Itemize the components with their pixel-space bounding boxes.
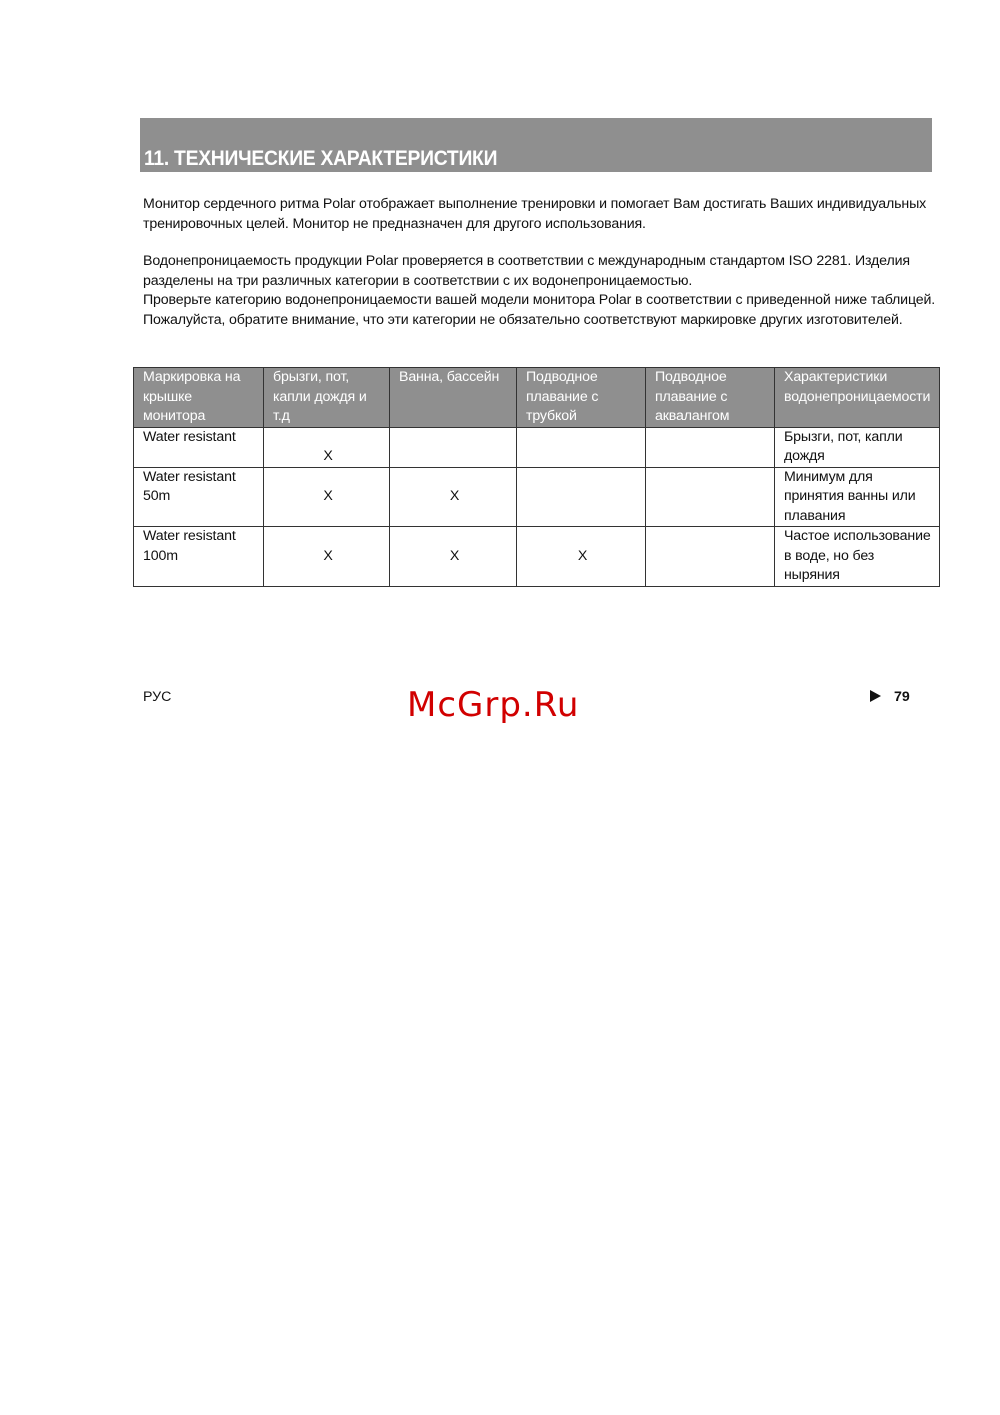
cell-bath — [390, 427, 517, 467]
cell-snorkel: X — [517, 527, 646, 587]
marking-line2: 100m — [143, 547, 178, 564]
cell-scuba — [646, 427, 775, 467]
cell-scuba — [646, 467, 775, 527]
cell-characteristic: Брызги, пот, капли дождя — [775, 427, 940, 467]
page-number: 79 — [894, 689, 910, 705]
cell-snorkel — [517, 467, 646, 527]
footer-language: РУС — [143, 689, 172, 705]
header-marking: Маркировка на крышке монитора — [134, 368, 264, 428]
table-row — [134, 467, 940, 527]
cell-characteristic: Частое использование в воде, но без ныряния — [775, 527, 940, 587]
water-resistance-table — [133, 367, 940, 587]
cell-bath: X — [390, 467, 517, 527]
check-category-paragraph: Проверьте категорию водонепроницаемости вашей модели монитора Polar в соответствии с приведенной ниже таблицей. Пожалуйста, обратите внимание, что эти категории не обязательно соответствуют маркировке других изготовителей. — [143, 292, 936, 328]
cell-marking — [134, 427, 264, 467]
table-row — [134, 527, 940, 587]
table-header-row — [134, 368, 940, 428]
cell-bath: X — [390, 527, 517, 587]
section-header — [140, 118, 932, 172]
cell-characteristic: Минимум для принятия ванны или плавания — [775, 467, 940, 527]
water-resistance-paragraph: Водонепроницаемость продукции Polar проверяется в соответствии с международным стандартом ISO 2281. Изделия разделены на три различных категории в соответствии с их водонепроницаемостью. — [143, 253, 910, 289]
intro-paragraph: Монитор сердечного ритма Polar отображает выполнение тренировки и помогает Вам достигать Ваших индивидуальных тренировочных целей. Монитор не предназначен для другого использования. — [143, 196, 927, 232]
cell-splash: X — [264, 467, 390, 527]
cell-snorkel — [517, 427, 646, 467]
header-bath: Ванна, бассейн — [390, 368, 517, 428]
cell-scuba — [646, 527, 775, 587]
cell-splash: X — [264, 527, 390, 587]
header-snorkel: Подводное плавание с трубкой — [517, 368, 646, 428]
cell-marking — [134, 467, 264, 527]
marking-line1: Water resistant — [143, 468, 236, 485]
marking-line1: Water resistant — [143, 528, 236, 544]
marking-line1: Water resistant — [143, 428, 236, 445]
header-characteristic: Характеристики водонепроницаемости — [775, 368, 940, 428]
footer-page — [870, 689, 910, 705]
section-title: 11. ТЕХНИЧЕСКИЕ ХАРАКТЕРИСТИКИ — [144, 147, 498, 170]
header-splash: брызги, пот, капли дождя и т.д — [264, 368, 390, 428]
watermark-logo: McGrp.Ru — [407, 685, 580, 725]
table-row — [134, 427, 940, 467]
marking-line2: 50m — [143, 488, 171, 504]
header-scuba: Подводное плавание с аквалангом — [646, 368, 775, 428]
cell-marking — [134, 527, 264, 587]
right-triangle-icon — [870, 690, 881, 702]
cell-splash: X — [264, 427, 390, 467]
